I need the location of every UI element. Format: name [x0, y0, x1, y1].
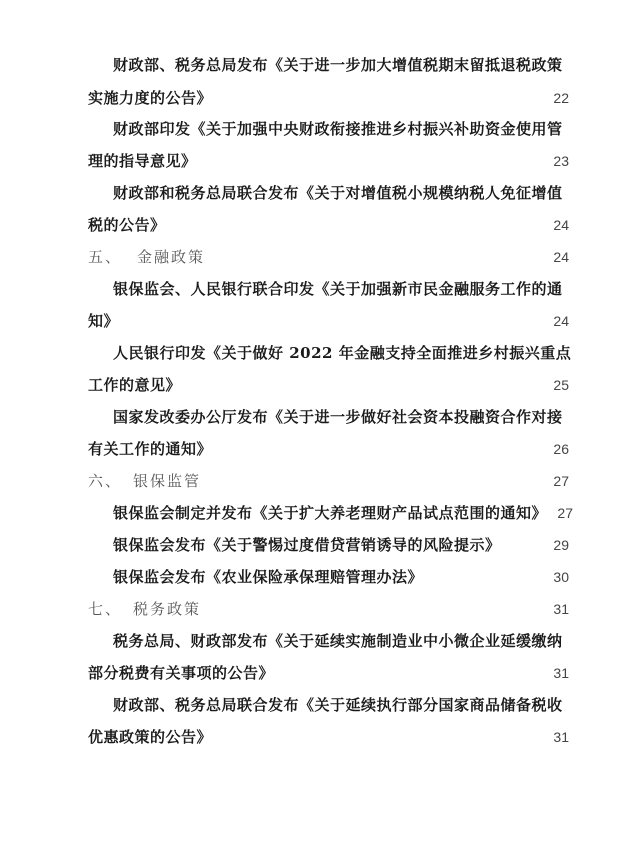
page-number: 25 — [553, 377, 569, 393]
toc-entry-text: 财政部、税务总局发布《关于进一步加大增值税期末留抵退税政策 — [113, 56, 563, 74]
page-number: 31 — [553, 665, 569, 681]
toc-entry-text: 理的指导意见》 — [88, 152, 197, 170]
toc-entry-line[interactable] — [0, 117, 629, 141]
page-number: 26 — [553, 441, 569, 457]
page-number: 30 — [553, 569, 569, 585]
toc-entry-text: 优惠政策的公告》 — [88, 728, 213, 746]
toc-entry-text: 银保监会发布《关于警惕过度借贷营销诱导的风险提示》 — [113, 536, 501, 554]
page-number: 24 — [553, 313, 569, 329]
toc-entry-line[interactable] — [0, 86, 629, 110]
toc-entry-text: 知》 — [88, 312, 120, 330]
toc-entry-text: 国家发改委办公厅发布《关于进一步做好社会资本投融资合作对接 — [113, 408, 563, 426]
toc-entry-line[interactable] — [0, 213, 629, 237]
toc-entry-line[interactable] — [0, 437, 629, 461]
toc-entry-text: 部分税费有关事项的公告》 — [88, 664, 275, 682]
section-number: 七、 — [88, 600, 123, 618]
page-number: 22 — [553, 90, 569, 106]
toc-entry-line[interactable] — [0, 181, 629, 205]
toc-section-heading[interactable] — [0, 469, 629, 493]
section-number: 五、 — [88, 248, 123, 266]
toc-section-heading[interactable] — [0, 597, 629, 621]
toc-entry-text: 银保监会发布《农业保险承保理赔管理办法》 — [113, 568, 424, 586]
toc-entry-line[interactable] — [0, 661, 629, 685]
toc-entry-line[interactable] — [0, 277, 629, 301]
toc-entry-text: 有关工作的通知》 — [88, 440, 213, 458]
toc-entry-text: 税务总局、财政部发布《关于延续实施制造业中小微企业延缓缴纳 — [113, 632, 563, 650]
toc-entry-line[interactable] — [0, 629, 629, 653]
toc-entry-line[interactable] — [0, 309, 629, 333]
page-number: 23 — [553, 153, 569, 169]
page-number: 27 — [553, 473, 569, 489]
toc-entry-line[interactable] — [0, 693, 629, 717]
page-number: 31 — [553, 601, 569, 617]
section-number: 六、 — [88, 472, 123, 490]
toc-entry-text: 财政部和税务总局联合发布《关于对增值税小规模纳税人免征增值 — [113, 184, 563, 202]
toc-entry-line[interactable] — [0, 501, 629, 525]
toc-entry-text: 税的公告》 — [88, 216, 166, 234]
toc-entry-line[interactable] — [0, 565, 629, 589]
toc-entry-text: 银保监会制定并发布《关于扩大养老理财产品试点范围的通知》 — [113, 504, 548, 522]
toc-entry-line[interactable] — [0, 149, 629, 173]
toc-entry-text: 实施力度的公告》 — [88, 89, 213, 107]
section-title: 银保监管 — [133, 472, 202, 490]
toc-entry-line[interactable] — [0, 533, 629, 557]
page-number: 31 — [553, 729, 569, 745]
toc-entry-line[interactable] — [0, 53, 629, 77]
page-number: 29 — [553, 537, 569, 553]
toc-entry-text: 财政部印发《关于加强中央财政衔接推进乡村振兴补助资金使用管 — [113, 120, 563, 138]
toc-entry-line[interactable] — [0, 373, 629, 397]
toc-entry-line[interactable] — [0, 725, 629, 749]
toc-entry-line[interactable] — [0, 405, 629, 429]
page-number: 24 — [553, 217, 569, 233]
toc-entry-text: 财政部、税务总局联合发布《关于延续执行部分国家商品储备税收 — [113, 696, 563, 714]
toc-section-heading[interactable] — [0, 245, 629, 269]
toc-entry-text: 银保监会、人民银行联合印发《关于加强新市民金融服务工作的通 — [113, 280, 563, 298]
toc-entry-text: 工作的意见》 — [88, 376, 182, 394]
section-title: 税务政策 — [133, 600, 202, 618]
toc-entry-text: 人民银行印发《关于做好 2022 年金融支持全面推进乡村振兴重点 — [113, 344, 572, 362]
toc-entry-line[interactable] — [0, 341, 629, 365]
page-number: 24 — [553, 249, 569, 265]
section-title: 金融政策 — [137, 248, 206, 266]
page-number: 27 — [557, 505, 573, 521]
